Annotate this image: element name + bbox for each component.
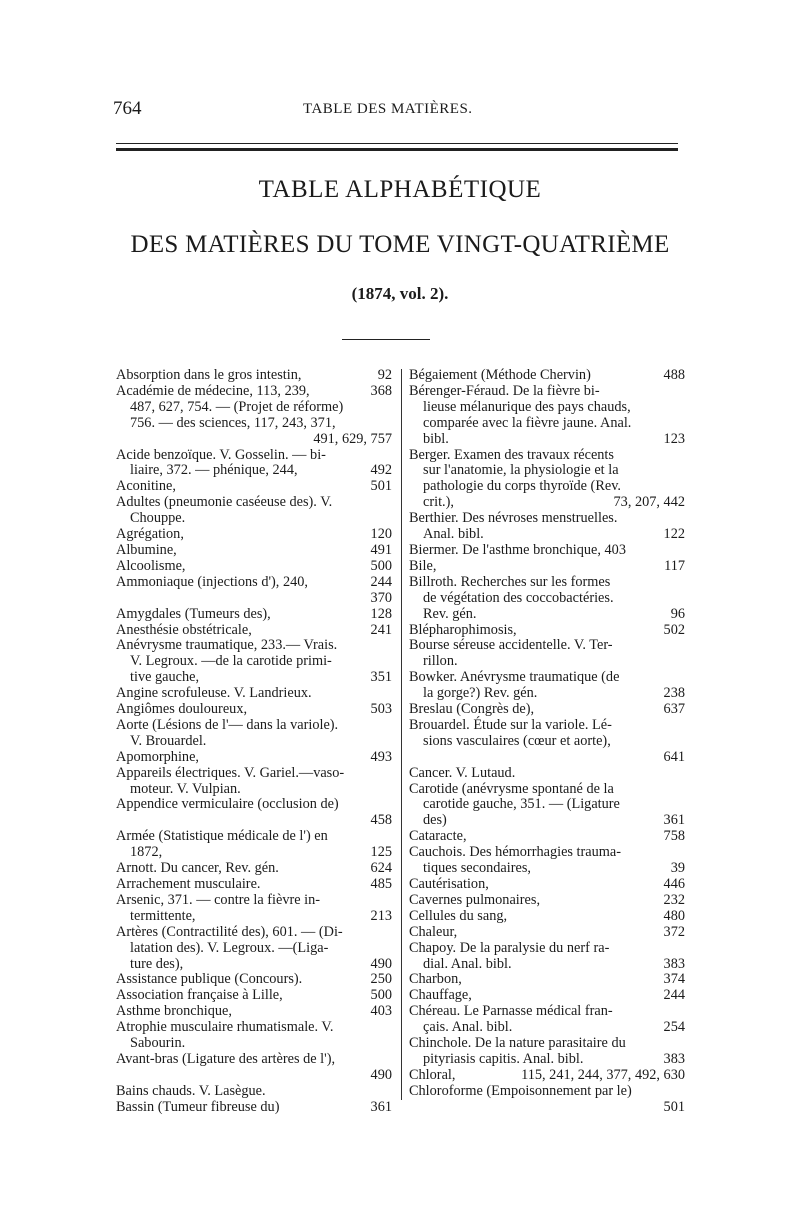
entry-line: latation des). V. Legroux. —(Liga- <box>130 939 329 956</box>
entry-line: Bowker. Anévrysme traumatique (de <box>409 669 620 686</box>
entry-line <box>116 559 392 575</box>
entry-page-ref: 488 <box>663 367 685 383</box>
index-entry <box>116 861 392 877</box>
index-entry <box>409 368 685 384</box>
index-entry <box>116 495 392 527</box>
entry-page-ref: 244 <box>663 987 685 1004</box>
page-title-line1: TABLE ALPHABÉTIQUE <box>258 176 542 203</box>
index-entry <box>116 368 392 384</box>
index-entry <box>409 623 685 639</box>
index-entry <box>409 718 685 766</box>
entry-line <box>409 909 685 925</box>
entry-line <box>409 925 685 941</box>
entry-line: Chéreau. Le Parnasse médical fran- <box>409 1003 613 1020</box>
index-entry <box>116 925 392 973</box>
entry-line: Appendice vermiculaire (occlusion de) <box>116 796 339 813</box>
entry-line <box>116 877 392 893</box>
entry-page-ref: 500 <box>370 987 392 1004</box>
entry-line: 756. — des sciences, 117, 243, 371, <box>130 414 336 431</box>
entry-line <box>116 527 392 543</box>
index-entry <box>409 575 685 623</box>
entry-page-ref: 485 <box>370 876 392 892</box>
entry-text: Chloral, <box>409 1066 456 1083</box>
column-divider <box>401 369 402 1100</box>
entry-line: Berthier. Des névroses menstruelles. <box>409 510 618 527</box>
index-entry <box>116 766 392 798</box>
entry-page-ref: 213 <box>370 907 392 924</box>
entry-line <box>116 702 392 718</box>
entry-page-ref: 492 <box>370 462 392 479</box>
entry-line: sur l'anatomie, la physiologie et la <box>423 462 619 479</box>
index-entry <box>409 909 685 925</box>
entry-line: Appareils électriques. V. Gariel.—vaso- <box>116 764 345 781</box>
entry-line <box>116 670 392 686</box>
entry-page-ref: 123 <box>663 430 685 447</box>
title-separator <box>342 339 430 340</box>
entry-page-ref: 250 <box>370 971 392 988</box>
entry-text: Angiômes douloureux, <box>116 701 248 718</box>
index-entry <box>409 1084 685 1116</box>
entry-text: tiques secondaires, <box>423 860 531 877</box>
entry-line: Bains chauds. V. Lasègue. <box>116 1082 266 1099</box>
entry-line: Avant-bras (Ligature des artères de l'), <box>116 1050 336 1067</box>
index-entry <box>409 829 685 845</box>
index-entry <box>116 543 392 559</box>
entry-line <box>116 750 392 766</box>
entry-text: Bassin (Tumeur fibreuse du) <box>116 1098 280 1115</box>
entry-text: Anesthésie obstétricale, <box>116 621 252 638</box>
entry-line <box>116 479 392 495</box>
entry-line <box>116 988 392 1004</box>
entry-line <box>116 543 392 559</box>
entry-line <box>409 972 685 988</box>
entry-line: Artères (Contractilité des), 601. — (Di- <box>116 923 343 940</box>
entry-page-ref: 403 <box>370 1003 392 1020</box>
entry-line <box>116 384 392 400</box>
index-entry <box>409 925 685 941</box>
entry-page-ref: 446 <box>663 876 685 892</box>
entry-text: Rev. gén. <box>423 605 477 622</box>
entry-line <box>409 607 685 623</box>
index-entry <box>116 988 392 1004</box>
entry-line: Chinchole. De la nature parasitaire du <box>409 1035 626 1052</box>
entry-line: Chapoy. De la paralysie du nerf ra- <box>409 939 610 956</box>
entry-text: Apomorphine, <box>116 748 199 765</box>
index-entry <box>409 1004 685 1036</box>
entry-text: Bile, <box>409 557 437 574</box>
entry-page-ref: 758 <box>663 828 685 845</box>
entry-text: Chauffage, <box>409 987 472 1004</box>
entry-page-ref: 96 <box>670 605 685 622</box>
entry-page-ref: 383 <box>663 955 685 972</box>
index-entry <box>116 559 392 575</box>
header-rule-top <box>116 143 678 144</box>
entry-text: Arrachement musculaire. <box>116 876 261 892</box>
entry-page-ref: 491, 629, 757 <box>313 430 392 447</box>
entry-text: ture des), <box>130 955 184 972</box>
entry-text: termittente, <box>130 907 196 924</box>
index-entry <box>409 638 685 670</box>
entry-text: dial. Anal. bibl. <box>423 955 512 972</box>
entry-line <box>409 829 685 845</box>
index-entry <box>409 893 685 909</box>
entry-line <box>409 623 685 639</box>
entry-text: Cellules du sang, <box>409 907 508 924</box>
entry-page-ref: 493 <box>370 748 392 765</box>
index-entry <box>116 1100 392 1116</box>
entry-line: carotide gauche, 351. — (Ligature <box>423 796 620 813</box>
entry-text: Agrégation, <box>116 526 184 543</box>
entry-page-ref: 500 <box>370 557 392 574</box>
entry-text: Blépharophimosis, <box>409 621 517 638</box>
entry-line <box>116 909 392 925</box>
entry-line <box>116 607 392 623</box>
entry-page-ref: 115, 241, 244, 377, 492, 630 <box>521 1066 685 1083</box>
entry-page-ref: 361 <box>663 812 685 829</box>
index-entry <box>116 1052 392 1084</box>
entry-page-ref: 122 <box>663 526 685 543</box>
page-subtitle: (1874, vol. 2). <box>351 284 449 303</box>
entry-line: Brouardel. Étude sur la variole. Lé- <box>409 716 612 733</box>
index-entry <box>116 893 392 925</box>
entry-page-ref: 120 <box>370 526 392 543</box>
entry-text: Arnott. Du cancer, Rev. gén. <box>116 860 279 877</box>
entry-line: comparée avec la fièvre jaune. Anal. <box>423 414 632 431</box>
entry-line: V. Brouardel. <box>130 732 207 749</box>
entry-text: Cataracte, <box>409 828 467 845</box>
entry-line: Arsenic, 371. — contre la fièvre in- <box>116 891 321 908</box>
entry-text: çais. Anal. bibl. <box>423 1019 513 1036</box>
header-rule-thick <box>116 148 678 151</box>
entry-page-ref: 117 <box>664 557 685 574</box>
entry-line <box>409 1052 685 1068</box>
entry-page-ref: 351 <box>370 669 392 686</box>
entry-line: Sabourin. <box>130 1035 186 1052</box>
entry-line: lieuse mélanurique des pays chauds, <box>423 398 631 415</box>
index-entry <box>409 941 685 973</box>
entry-line: Angine scrofuleuse. V. Landrieux. <box>116 685 312 702</box>
entry-text: bibl. <box>423 430 449 447</box>
entry-text: Absorption dans le gros intestin, <box>116 367 302 383</box>
entry-line <box>116 972 392 988</box>
entry-line: Berger. Examen des travaux récents <box>409 446 614 463</box>
index-entry <box>116 718 392 750</box>
entry-text: pityriasis capitis. Anal. bibl. <box>423 1050 584 1067</box>
index-entry <box>409 384 685 448</box>
entry-text: Anal. bibl. <box>423 526 484 543</box>
entry-page-ref: 238 <box>663 685 685 702</box>
entry-line: Chouppe. <box>130 510 186 527</box>
entry-page-ref: 372 <box>663 923 685 940</box>
index-entry <box>409 559 685 575</box>
entry-text: Asthme bronchique, <box>116 1003 232 1020</box>
entry-line: V. Legroux. —de la carotide primi- <box>130 653 332 670</box>
entry-text: liaire, 372. — phénique, 244, <box>130 462 298 479</box>
entry-page-ref: 374 <box>663 971 685 988</box>
entry-line <box>116 861 392 877</box>
entry-line <box>409 988 685 1004</box>
entry-line: sions vasculaires (cœur et aorte), <box>423 732 611 749</box>
entry-text: 1872, <box>130 844 163 861</box>
entry-line: Billroth. Recherches sur les formes <box>409 573 611 590</box>
index-entry <box>409 766 685 782</box>
index-entry <box>116 1004 392 1020</box>
entry-line: rillon. <box>423 653 458 670</box>
index-entry <box>409 448 685 512</box>
index-entry <box>116 702 392 718</box>
entry-text: Chaleur, <box>409 923 458 940</box>
entry-text: tive gauche, <box>130 669 200 686</box>
entry-line <box>409 495 685 511</box>
entry-text: Alcoolisme, <box>116 557 186 574</box>
entry-text: crit.), <box>423 494 454 511</box>
index-entry <box>409 670 685 702</box>
entry-text: des) <box>423 812 447 829</box>
entry-line: Acide benzoïque. V. Gosselin. — bi- <box>116 446 326 463</box>
index-entry <box>116 575 392 607</box>
entry-line: de végétation des coccobactéries. <box>423 589 614 606</box>
index-entry <box>116 686 392 702</box>
entry-page-ref: 92 <box>377 367 392 383</box>
index-entry <box>116 972 392 988</box>
entry-line: Atrophie musculaire rhumatismale. V. <box>116 1019 334 1036</box>
entry-line <box>409 957 685 973</box>
entry-line: Bérenger-Féraud. De la fièvre bi- <box>409 382 600 399</box>
entry-page-ref: 491 <box>370 541 392 558</box>
entry-page-ref: 254 <box>663 1019 685 1036</box>
entry-line: Chloroforme (Empoisonnement par le) <box>409 1082 632 1099</box>
entry-line <box>116 463 392 479</box>
entry-page-ref: 503 <box>370 701 392 718</box>
entry-line: Aorte (Lésions de l'— dans la variole). <box>116 716 339 733</box>
index-entry <box>409 1068 685 1084</box>
entry-line <box>409 559 685 575</box>
index-column-left <box>116 368 392 1116</box>
entry-line <box>409 686 685 702</box>
index-entry <box>409 543 685 559</box>
entry-page-ref: 368 <box>370 382 392 399</box>
entry-line <box>409 1020 685 1036</box>
entry-line: Armée (Statistique médicale de l') en <box>116 828 328 845</box>
entry-page-ref: 501 <box>370 478 392 495</box>
index-entry <box>116 623 392 639</box>
entry-page-ref: 73, 207, 442 <box>613 494 685 511</box>
index-entry <box>409 1036 685 1068</box>
index-entry <box>116 797 392 829</box>
entry-line: Cauchois. Des hémorrhagies trauma- <box>409 844 622 861</box>
entry-page-ref: 480 <box>663 907 685 924</box>
entry-page-ref: 39 <box>670 860 685 877</box>
entry-line: Biermer. De l'asthme bronchique, 403 <box>409 541 626 558</box>
entry-page-ref: 637 <box>663 701 685 718</box>
index-entry <box>409 511 685 543</box>
entry-line <box>116 575 392 591</box>
entry-text: Ammoniaque (injections d'), 240, <box>116 573 308 590</box>
entry-line: Anévrysme traumatique, 233.— Vrais. <box>116 637 338 654</box>
entry-line <box>409 527 685 543</box>
index-entry <box>116 638 392 686</box>
index-entry <box>409 988 685 1004</box>
entry-line <box>116 623 392 639</box>
entry-text: Assistance publique (Concours). <box>116 971 303 988</box>
entry-page-ref: 502 <box>663 621 685 638</box>
index-entry <box>409 782 685 830</box>
entry-text: Aconitine, <box>116 478 176 495</box>
entry-line <box>409 861 685 877</box>
entry-text: Breslau (Congrès de), <box>409 701 535 718</box>
index-entry <box>116 448 392 480</box>
entry-page-ref: 244 <box>370 573 392 590</box>
entry-line <box>116 1004 392 1020</box>
entry-line <box>116 1100 392 1116</box>
entry-line <box>409 893 685 909</box>
running-head: TABLE DES MATIÈRES. <box>303 101 473 117</box>
entry-line: Adultes (pneumonie caséeuse des). V. <box>116 494 333 511</box>
entry-line: 487, 627, 754. — (Projet de réforme) <box>130 398 344 415</box>
index-entry <box>116 1084 392 1100</box>
entry-text: Albumine, <box>116 541 177 558</box>
entry-line: Bourse séreuse accidentelle. V. Ter- <box>409 637 613 654</box>
index-entry <box>409 845 685 877</box>
entry-page-ref: 490 <box>370 955 392 972</box>
entry-line <box>409 1068 685 1084</box>
index-entry <box>116 479 392 495</box>
entry-line <box>409 432 685 448</box>
index-entry <box>116 607 392 623</box>
entry-page-ref: 383 <box>663 1050 685 1067</box>
entry-page-ref: 128 <box>370 605 392 622</box>
entry-text: Charbon, <box>409 971 462 988</box>
entry-line: pathologie du corps thyroïde (Rev. <box>423 478 621 495</box>
index-entry <box>116 527 392 543</box>
entry-line <box>409 877 685 893</box>
entry-line <box>409 702 685 718</box>
entry-page-ref: 624 <box>370 860 392 877</box>
entry-page-ref: 458 <box>370 812 392 829</box>
entry-page-ref: 370 <box>370 589 392 606</box>
entry-line <box>409 368 685 384</box>
entry-text: la gorge?) Rev. gén. <box>423 685 538 702</box>
entry-text: Association française à Lille, <box>116 987 283 1004</box>
index-entry <box>116 1020 392 1052</box>
entry-text: Amygdales (Tumeurs des), <box>116 605 271 622</box>
index-entry <box>116 384 392 448</box>
entry-page-ref: 125 <box>370 844 392 861</box>
entry-page-ref: 232 <box>663 891 685 908</box>
index-entry <box>409 972 685 988</box>
entry-text: Académie de médecine, 113, 239, <box>116 382 310 399</box>
entry-line <box>409 813 685 829</box>
entry-line <box>116 957 392 973</box>
index-column-right <box>409 368 685 1116</box>
entry-page-ref: 501 <box>663 1098 685 1115</box>
index-entry <box>116 877 392 893</box>
page-number: 764 <box>113 98 142 119</box>
entry-text: Cavernes pulmonaires, <box>409 891 541 908</box>
entry-line <box>116 368 392 384</box>
index-entry <box>409 877 685 893</box>
index-entry <box>409 702 685 718</box>
entry-line: Carotide (anévrysme spontané de la <box>409 780 614 797</box>
entry-text: Cautérisation, <box>409 876 489 892</box>
entry-page-ref: 361 <box>370 1098 392 1115</box>
entry-line <box>116 845 392 861</box>
entry-line: Cancer. V. Lutaud. <box>409 764 516 781</box>
index-entry <box>116 750 392 766</box>
entry-text: Bégaiement (Méthode Chervin) <box>409 367 591 383</box>
index-entry <box>116 829 392 861</box>
page-title-line2: DES MATIÈRES DU TOME VINGT-QUATRIÈME <box>130 231 670 258</box>
entry-page-ref: 641 <box>663 748 685 765</box>
entry-page-ref: 241 <box>370 621 392 638</box>
entry-page-ref: 490 <box>370 1066 392 1083</box>
entry-line: moteur. V. Vulpian. <box>130 780 241 797</box>
